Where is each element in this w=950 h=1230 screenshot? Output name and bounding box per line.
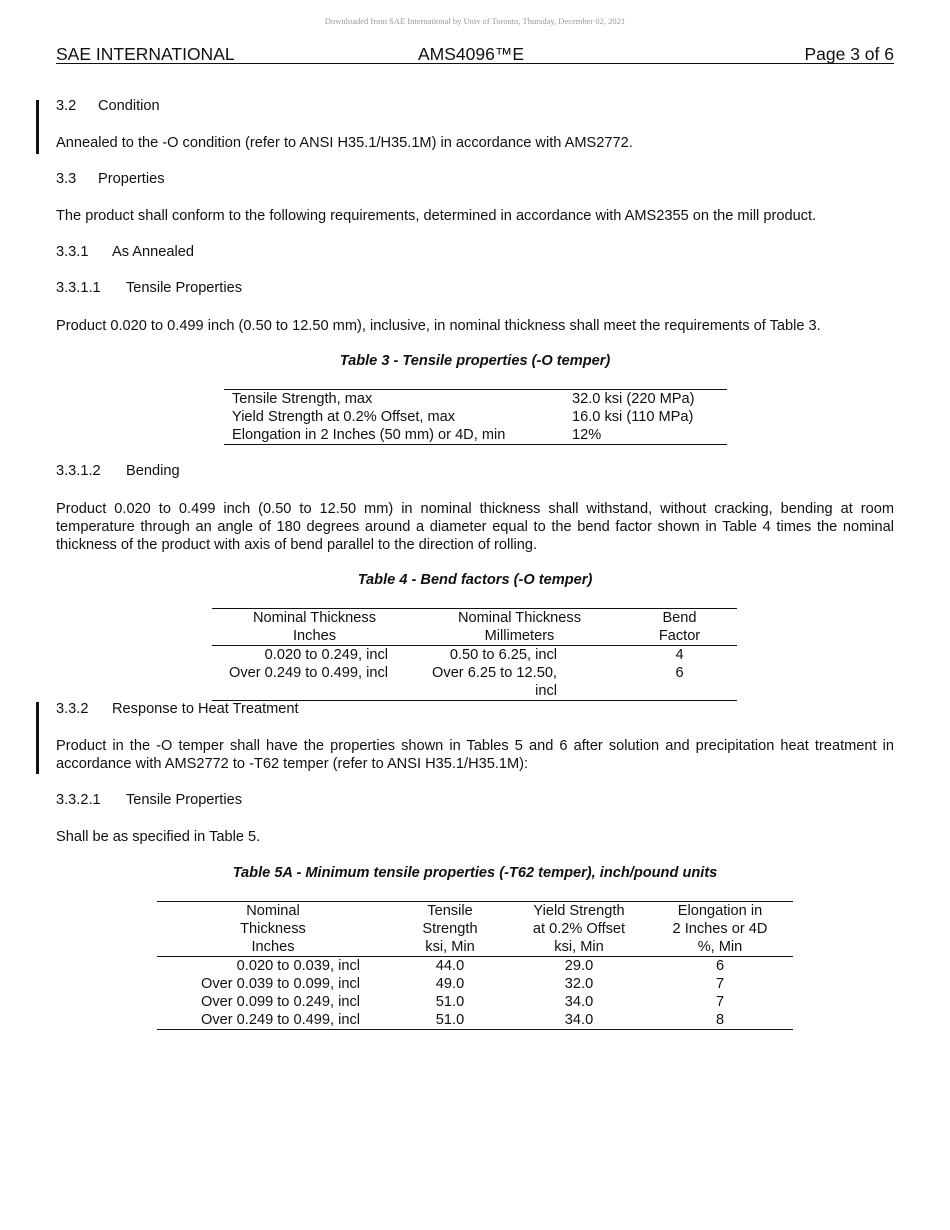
table-header-cell: Thickness — [240, 921, 306, 937]
table-header-row — [157, 938, 793, 957]
section-3-3-1-title: As Annealed — [112, 244, 194, 260]
table-cell: 34.0 — [564, 994, 594, 1010]
table-row — [157, 993, 793, 1011]
table-cell-value: 12% — [572, 427, 602, 443]
table-cell-label: Elongation in 2 Inches (50 mm) or 4D, min — [232, 427, 506, 443]
table-cell: 7 — [715, 994, 725, 1010]
table-header-cell: Inches — [251, 939, 295, 955]
section-3-3-1-2-title: Bending — [126, 463, 180, 479]
table-cell: 6 — [675, 665, 684, 681]
table-3-caption: Table 3 - Tensile properties (-O temper) — [339, 353, 611, 369]
table-header-cell: %, Min — [697, 939, 743, 955]
table-cell: 49.0 — [435, 976, 465, 992]
table-row — [157, 975, 793, 993]
table-header-cell: Tensile — [427, 903, 473, 919]
table-cell: Over 6.25 to 12.50, incl — [432, 665, 557, 699]
section-3-3-1-1-text: Product 0.020 to 0.499 inch (0.50 to 12.50 mm), inclusive, in nominal thickness shall meet the requirements of Table 3. — [56, 318, 821, 334]
section-3-3-1-1-number: 3.3.1.1 — [56, 280, 101, 296]
table-header-cell: Strength — [422, 921, 478, 937]
change-bar-3-2 — [36, 100, 39, 154]
table-cell: 44.0 — [435, 958, 465, 974]
table-cell: Over 0.099 to 0.249, incl — [200, 994, 360, 1010]
table-cell: 34.0 — [564, 1012, 594, 1028]
section-3-3-1-2-number: 3.3.1.2 — [56, 463, 101, 479]
table-5a-caption: Table 5A - Minimum tensile properties (-T62 temper), inch/pound units — [232, 865, 718, 881]
table-row — [224, 390, 727, 409]
section-3-3-2-1-title: Tensile Properties — [126, 792, 242, 808]
table-header-cell: Nominal — [246, 903, 300, 919]
table-header-cell: Inches — [293, 628, 336, 644]
table-row — [212, 646, 737, 665]
header-page-number: Page 3 of 6 — [804, 44, 894, 64]
table-cell: Over 0.249 to 0.499, incl — [228, 665, 388, 681]
table-row — [157, 1011, 793, 1030]
section-3-3-1-1-title: Tensile Properties — [126, 280, 242, 296]
table-header-cell: Factor — [658, 628, 701, 644]
table-cell: 6 — [715, 958, 725, 974]
table-header-row — [157, 902, 793, 921]
table-cell-value: 16.0 ksi (110 MPa) — [572, 409, 694, 425]
table-5a — [157, 901, 793, 1030]
table-4 — [212, 608, 737, 701]
header-org: SAE INTERNATIONAL — [56, 44, 235, 64]
table-cell: 8 — [715, 1012, 725, 1028]
section-3-3-number: 3.3 — [56, 171, 77, 187]
table-header-cell: Millimeters — [484, 628, 555, 644]
section-3-2-text: Annealed to the -O condition (refer to ANSI H35.1/H35.1M) in accordance with AMS2772. — [56, 135, 633, 151]
table-header-cell: at 0.2% Offset — [532, 921, 626, 937]
section-3-3-2-title: Response to Heat Treatment — [112, 701, 299, 717]
table-cell-value: 32.0 ksi (220 MPa) — [572, 391, 695, 407]
section-3-3-2-1-number: 3.3.2.1 — [56, 792, 101, 808]
section-3-3-2-text: Product in the -O temper shall have the properties shown in Tables 5 and 6 after solution and precipitation heat treatment in accordance with AMS2772 to -T62 temper (refer to ANSI H35.1/H35.1M): — [56, 738, 894, 772]
table-cell: 7 — [715, 976, 725, 992]
table-header-row — [212, 627, 737, 646]
table-cell: 32.0 — [564, 976, 594, 992]
section-3-3-1-number: 3.3.1 — [56, 244, 89, 260]
table-cell: 51.0 — [435, 1012, 465, 1028]
table-row — [224, 426, 727, 445]
table-header-row — [157, 920, 793, 938]
table-4-caption: Table 4 - Bend factors (-O temper) — [357, 572, 593, 588]
table-header-cell: Elongation in — [677, 903, 763, 919]
section-3-3-text: The product shall conform to the following requirements, determined in accordance with AMS2355 on the mill product. — [56, 208, 817, 224]
section-3-3-1-2-text: Product 0.020 to 0.499 inch (0.50 to 12.50 mm) in nominal thickness shall withstand, without cracking, bending at room temperature through an angle of 180 degrees around a diameter equal to the bend factor shown in Table 4 times the nominal thickness of the product with axis of bend parallel to the direction of rolling. — [56, 501, 894, 553]
table-cell: 29.0 — [564, 958, 594, 974]
table-cell: 4 — [675, 647, 684, 663]
table-header-cell: Yield Strength — [533, 903, 625, 919]
section-3-3-2-number: 3.3.2 — [56, 701, 89, 717]
section-3-3-2-1-text: Shall be as specified in Table 5. — [56, 829, 261, 845]
header-doc-number: AMS4096™E — [418, 44, 525, 64]
table-row — [224, 408, 727, 426]
table-header-row — [212, 609, 737, 628]
table-cell: Over 0.039 to 0.099, incl — [200, 976, 360, 992]
download-watermark: Downloaded from SAE International by Univ of Toronto, Thursday, December 02, 2021 — [324, 16, 626, 26]
table-cell: Over 0.249 to 0.499, incl — [200, 1012, 360, 1028]
table-header-cell: Bend — [662, 610, 697, 626]
table-row — [212, 664, 737, 701]
table-cell: 51.0 — [435, 994, 465, 1010]
section-3-2-title: Condition — [98, 98, 160, 114]
header-rule — [56, 63, 894, 64]
table-cell: 0.020 to 0.249, incl — [264, 647, 388, 663]
change-bar-3-3-2 — [36, 702, 39, 774]
table-header-cell: ksi, Min — [554, 939, 604, 955]
table-cell: 0.50 to 6.25, incl — [449, 647, 557, 663]
section-3-2-number: 3.2 — [56, 98, 77, 114]
table-cell: 0.020 to 0.039, incl — [236, 958, 360, 974]
table-header-cell: ksi, Min — [425, 939, 475, 955]
table-3 — [224, 389, 727, 445]
table-header-cell: Nominal Thickness — [252, 610, 376, 626]
section-3-3-title: Properties — [98, 171, 165, 187]
table-header-cell: Nominal Thickness — [457, 610, 581, 626]
table-row — [157, 957, 793, 976]
table-header-cell: 2 Inches or 4D — [672, 921, 768, 937]
table-cell-label: Yield Strength at 0.2% Offset, max — [232, 409, 456, 425]
table-cell-label: Tensile Strength, max — [232, 391, 373, 407]
